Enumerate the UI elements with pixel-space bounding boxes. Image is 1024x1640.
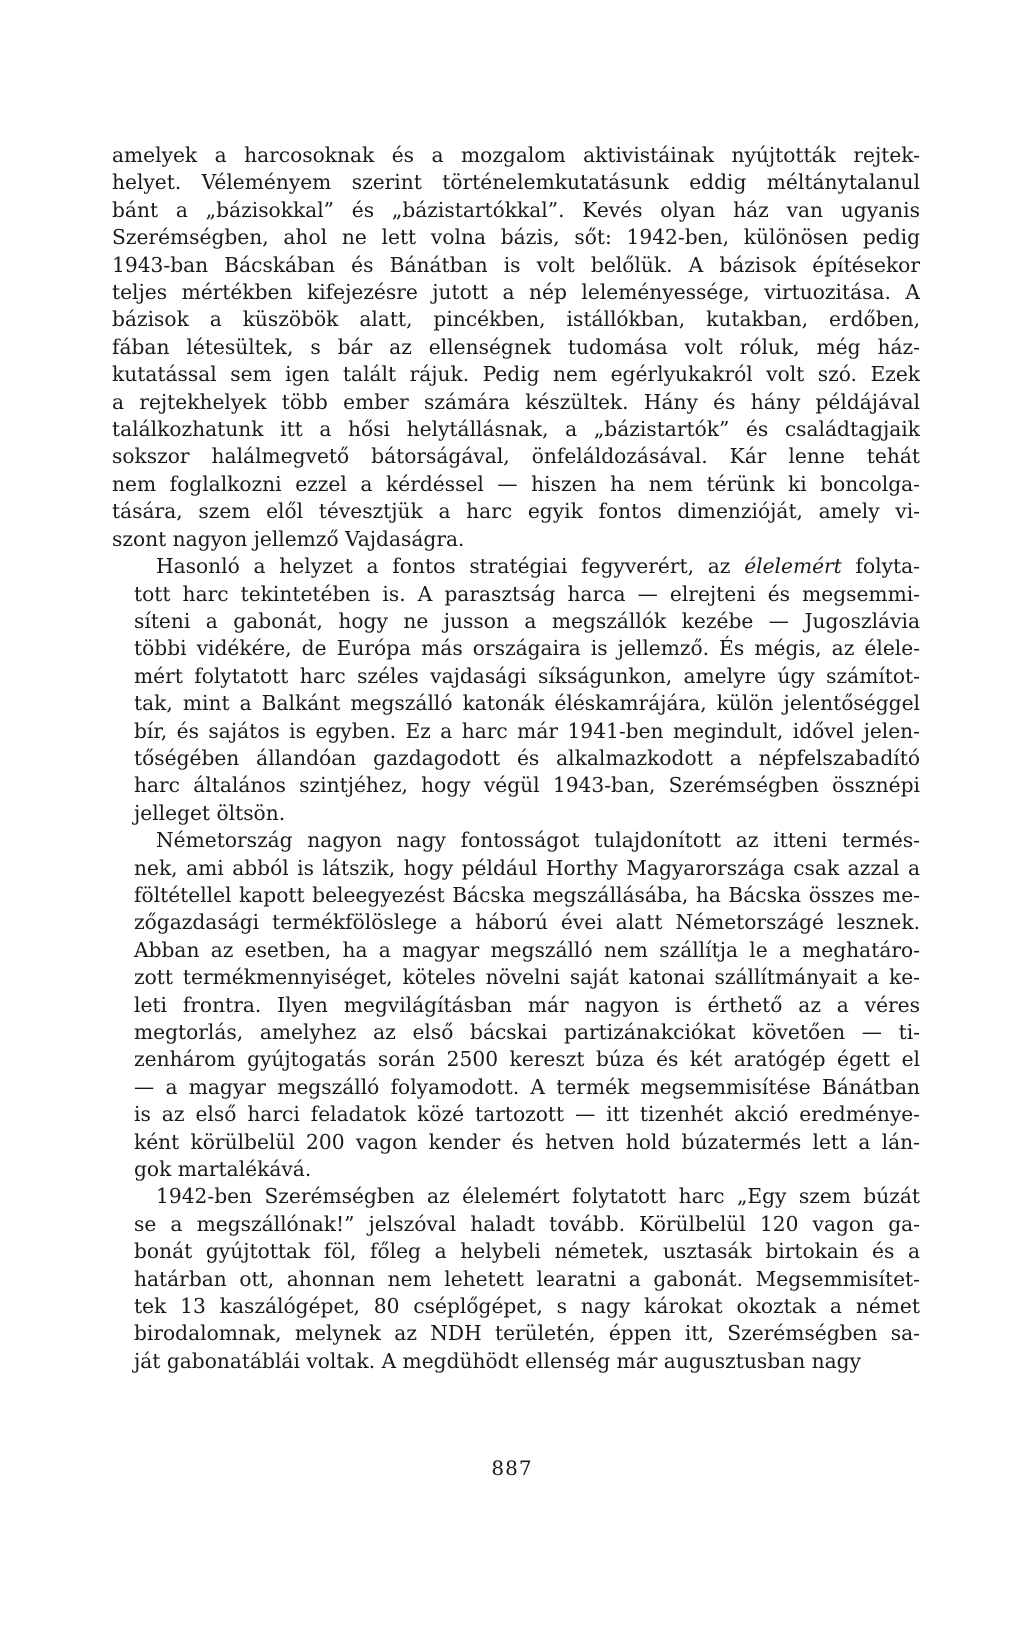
text-line: leti frontra. Ilyen megvilágításban már nagyon is érthető az a véres xyxy=(134,992,920,1017)
page-number: 887 xyxy=(491,1456,533,1480)
text-line: jelleget öltsön. xyxy=(134,800,286,825)
text-line: szont nagyon jellemző Vajdaságra. xyxy=(112,526,465,551)
text-line: találkozhatunk itt a hősi helytállásnak, a „bázistartók” és családtagjaik xyxy=(112,417,920,442)
text-line: harc általános szintjéhez, hogy végül 1943-ban, Szerémségben össznépi xyxy=(134,773,920,798)
text-line: bonát gyújtottak föl, főleg a helybeli németek, usztasák birtokain és a xyxy=(134,1239,920,1264)
text-line: — a magyar megszálló folyamodott. A termék megsemmisítése Bánátban xyxy=(134,1074,920,1099)
paragraph-1 xyxy=(112,142,920,553)
text-line: is az első harci feladatok közé tartozott — itt tizenhét akció eredménye- xyxy=(134,1102,920,1127)
text-line: Hasonló a helyzet a fontos stratégiai fegyverért, az élelemért folyta- xyxy=(156,554,920,579)
paragraph-3 xyxy=(112,827,920,1183)
emphasis: élelemért xyxy=(744,554,842,579)
text-line: teljes mértékben kifejezésre jutott a nép leleményessége, virtuozitása. A xyxy=(112,280,920,305)
text-line: gok martalékává. xyxy=(134,1157,312,1182)
text-line: megtorlás, amelyhez az első bácskai partizánakciókat követően — ti- xyxy=(134,1020,920,1044)
text-line: föltétellel kapott beleegyezést Bácska megszállásába, ha Bácska összes me- xyxy=(134,882,920,907)
text-line: Szerémségben, ahol ne lett volna bázis, sőt: 1942-ben, különösen pedig xyxy=(112,225,920,250)
text-line: tott harc tekintetében is. A parasztság harca — elrejteni és megsemmi- xyxy=(134,581,920,606)
text-line: zenhárom gyújtogatás során 2500 kereszt búza és két aratógép égett el xyxy=(134,1047,920,1072)
text-line: se a megszállónak!” jelszóval haladt tovább. Körülbelül 120 vagon ga- xyxy=(134,1211,920,1236)
text-line: bánt a „bázisokkal” és „bázistartókkal”. Kevés olyan ház van ugyanis xyxy=(112,197,920,222)
paragraph-2 xyxy=(112,553,920,827)
text-line: ját gabonatáblái voltak. A megdühödt ellenség már augusztusban nagy xyxy=(134,1348,861,1373)
page-body xyxy=(112,142,920,1375)
text-line: határban ott, ahonnan nem lehetett learatni a gabonát. Megsemmisítet- xyxy=(134,1266,920,1291)
text-line: ként körülbelül 200 vagon kender és hetven hold búzatermés lett a lán- xyxy=(134,1129,920,1154)
text-line: 1942-ben Szerémségben az élelemért folytatott harc „Egy szem búzát xyxy=(156,1184,920,1209)
text-line: nek, ami abból is látszik, hogy például Horthy Magyarországa csak azzal a xyxy=(134,855,920,880)
text-line: 1943-ban Bácskában és Bánátban is volt belőlük. A bázisok építésekor xyxy=(112,252,920,277)
paragraph-4 xyxy=(112,1183,920,1375)
text-line: tek 13 kaszálógépet, 80 cséplőgépet, s nagy károkat okoztak a német xyxy=(134,1294,920,1319)
text-line: bír, és sajátos is egyben. Ez a harc már 1941-ben megindult, idővel jelen- xyxy=(134,718,920,743)
text-line: Németország nagyon nagy fontosságot tulajdonított az itteni termés- xyxy=(156,828,920,853)
text-line: amelyek a harcosoknak és a mozgalom aktivistáinak nyújtották rejtek- xyxy=(112,143,920,167)
text-line: nem foglalkozni ezzel a kérdéssel — hiszen ha nem térünk ki boncolga- xyxy=(112,471,920,496)
text-line: síteni a gabonát, hogy ne jusson a megszállók kezébe — Jugoszlávia xyxy=(134,608,920,633)
text-line: többi vidékére, de Európa más országaira is jellemző. És mégis, az élele- xyxy=(134,636,920,661)
text-line: tőségében állandóan gazdagodott és alkalmazkodott a népfelszabadító xyxy=(134,745,920,770)
text-line: helyet. Véleményem szerint történelemkutatásunk eddig méltánytalanul xyxy=(112,170,920,195)
text-line: birodalomnak, melynek az NDH területén, éppen itt, Szerémségben sa- xyxy=(134,1321,920,1346)
text-line: Abban az esetben, ha a magyar megszálló nem szállítja le a meghatáro- xyxy=(134,937,920,962)
text-line: a rejtekhelyek több ember számára készültek. Hány és hány példájával xyxy=(112,389,920,414)
text-line: sokszor halálmegvető bátorságával, önfeláldozásával. Kár lenne tehát xyxy=(112,444,920,469)
text-line: tására, szem elől tévesztjük a harc egyik fontos dimenzióját, amely vi- xyxy=(112,499,920,524)
text-line: mért folytatott harc széles vajdasági síkságunkon, amelyre úgy számítot- xyxy=(134,663,920,688)
text-line: tak, mint a Balkánt megszálló katonák éléskamrájára, külön jelentőséggel xyxy=(134,691,920,716)
text-line: zőgazdasági termékfölöslege a háború évei alatt Németországé lesznek. xyxy=(134,910,920,935)
text-line: kutatással sem igen talált rájuk. Pedig nem egérlyukakról volt szó. Ezek xyxy=(112,362,920,387)
text-line: bázisok a küszöbök alatt, pincékben, istállókban, kutakban, erdőben, xyxy=(112,307,920,332)
text-line: zott termékmennyiséget, köteles növelni saját katonai szállítmányait a ke- xyxy=(134,965,920,990)
text-line: fában létesültek, s bár az ellenségnek tudomása volt róluk, még ház- xyxy=(112,334,920,359)
